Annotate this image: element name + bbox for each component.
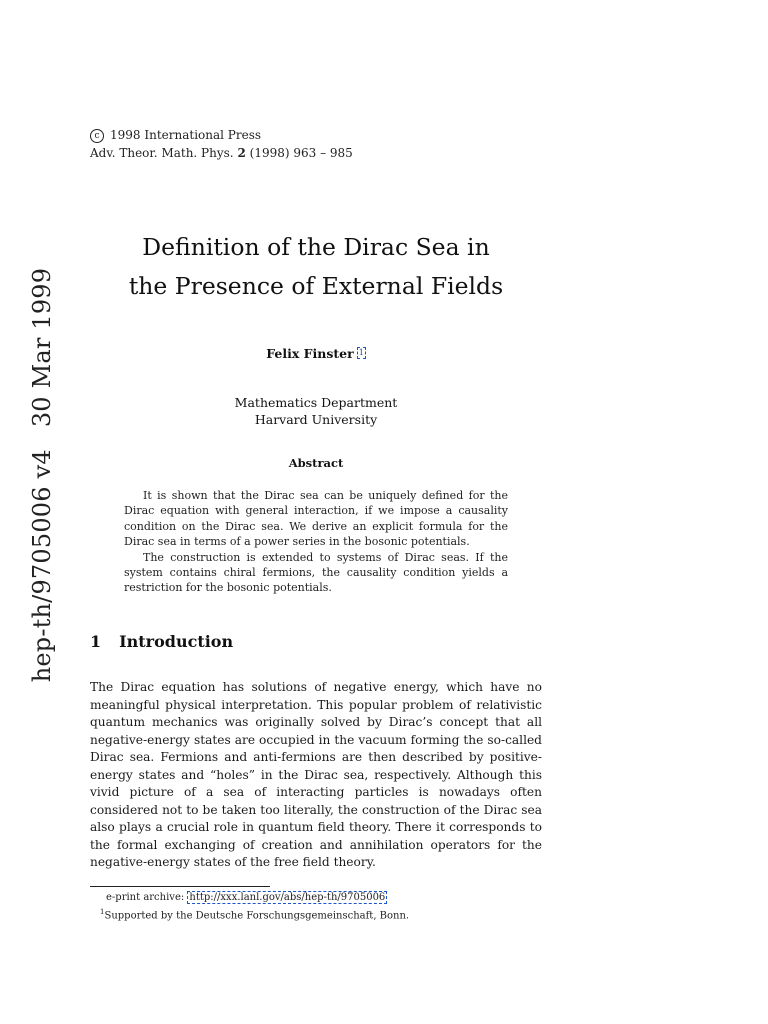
introduction-paragraph: The Dirac equation has solutions of negative energy, which have no meaningful physical interpretation. This popular problem of relativistic quantum mechanics was originally solved by Dirac’s concept that all negative-energy states are occupied in the vacuum forming the so-called Dirac sea. Fermions and anti-fermions are then described by positive-energy states and “holes” in the Dirac sea, respectively. Although this vivid picture of a sea of interacting particles is nowadays often considered not to be taken too literally, the construction of the Dirac sea also plays a crucial role in quantum field theory. There it corresponds to the formal exchanging of creation and annihilation operators for the negative-energy states of the free field theory. xyxy=(90,680,542,869)
eprint-link[interactable]: http://xxx.lanl.gov/abs/hep-th/9705006 xyxy=(189,892,386,903)
footnotes xyxy=(100,891,410,923)
journal-name: Adv. Theor. Math. Phys. xyxy=(90,146,234,160)
title-line-1: Definition of the Dirac Sea in xyxy=(142,233,490,261)
section-title: Introduction xyxy=(119,632,234,651)
journal-year-pages: (1998) 963 – 985 xyxy=(249,146,353,160)
author-name: Felix Finster xyxy=(266,346,354,361)
arxiv-side-stamp xyxy=(28,268,56,683)
affiliation xyxy=(90,394,542,428)
paper-title xyxy=(90,228,542,306)
abstract-body xyxy=(124,488,508,596)
introduction-body xyxy=(90,679,542,872)
section-number: 1 xyxy=(90,632,102,651)
title-line-2: the Presence of External Fields xyxy=(128,272,504,300)
abstract-paragraph-1: It is shown that the Dirac sea can be uniquely defined for the Dirac equation with general interaction, if we impose a causality condition on the Dirac sea. We derive an explicit formula for the Dirac sea in terms of a power series in the bosonic potentials. xyxy=(124,489,508,549)
citation-line xyxy=(90,144,353,162)
author-line xyxy=(90,346,542,361)
copyright-icon: c xyxy=(90,129,104,143)
journal-volume: 2 xyxy=(237,146,246,160)
arxiv-date: 30 Mar 1999 xyxy=(28,267,56,428)
abstract-heading: Abstract xyxy=(288,456,344,470)
eprint-footnote xyxy=(106,891,409,905)
affiliation-department: Mathematics Department xyxy=(234,395,398,410)
section-heading xyxy=(90,632,233,651)
eprint-label: e-print archive: xyxy=(106,892,185,903)
author-footnote-link[interactable]: 1 xyxy=(358,348,364,357)
support-footnote-mark: 1 xyxy=(100,908,105,916)
copyright-text: 1998 International Press xyxy=(110,128,262,142)
copyright-line xyxy=(90,126,353,144)
support-footnote xyxy=(100,905,409,923)
abstract-paragraph-2: The construction is extended to systems of Dirac seas. If the system contains chiral fermions, the causality condition yields a restriction for the bosonic potentials. xyxy=(124,550,508,595)
affiliation-university: Harvard University xyxy=(254,412,378,427)
arxiv-identifier: hep-th/9705006 v4 xyxy=(28,449,56,683)
footnote-divider xyxy=(90,886,270,887)
journal-header xyxy=(90,126,353,162)
support-footnote-text: Supported by the Deutsche Forschungsgemeinschaft, Bonn. xyxy=(104,910,410,922)
